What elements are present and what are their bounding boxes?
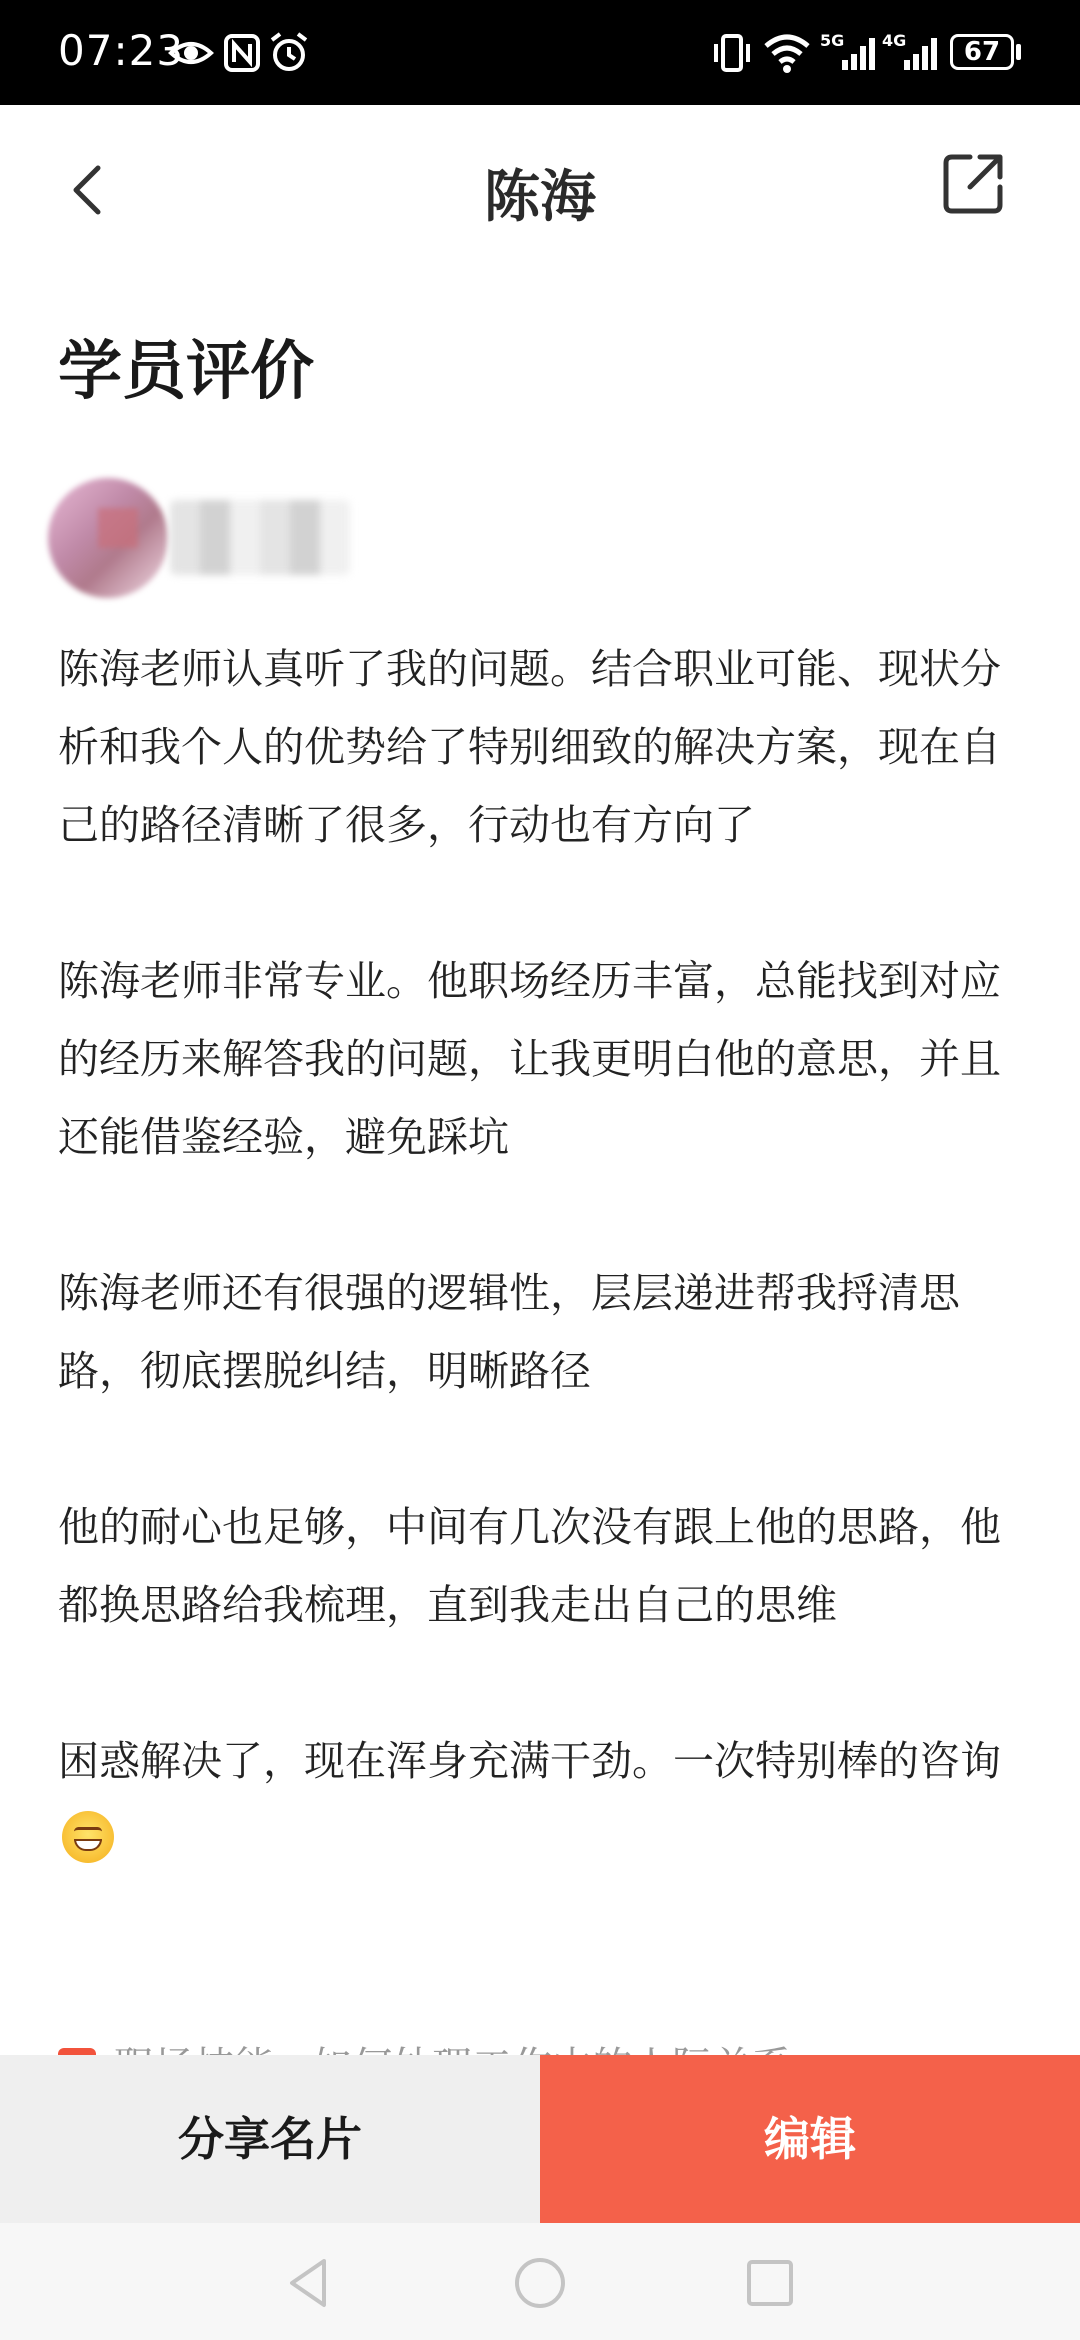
nfc-icon (222, 30, 262, 76)
status-time: 07:23 (58, 26, 185, 75)
review-paragraph-text: 困惑解决了，现在浑身充满干劲。一次特别棒的咨询 (58, 1737, 1001, 1785)
edit-button[interactable]: 编辑 (540, 2055, 1080, 2223)
review-body (58, 630, 1018, 1878)
review-paragraph: 陈海老师认真听了我的问题。结合职业可能、现状分析和我个人的优势给了特别细致的解决方案，现在自己的路径清晰了很多，行动也有方向了 (58, 645, 1001, 849)
signal-5g-icon (820, 30, 876, 76)
vibrate-icon (710, 30, 754, 76)
bottom-action-bar (0, 2055, 1080, 2223)
share-card-button[interactable]: 分享名片 (0, 2055, 540, 2223)
system-home-icon[interactable] (510, 2253, 570, 2313)
review-paragraph: 陈海老师非常专业。他职场经历丰富，总能找到对应的经历来解答我的问题，让我更明白他的意思，并且还能借鉴经验，避免踩坑 (58, 957, 1001, 1161)
share-external-icon[interactable] (938, 149, 1008, 219)
alarm-icon (268, 30, 310, 76)
system-nav-bar (0, 2223, 1080, 2340)
eye-icon (168, 30, 214, 76)
wifi-icon (762, 30, 812, 76)
status-bar (0, 0, 1080, 105)
svg-text:4G: 4G (882, 31, 907, 50)
avatar[interactable] (48, 478, 168, 598)
review-paragraph: 陈海老师还有很强的逻辑性，层层递进帮我捋清思路，彻底摆脱纠结，明晰路径 (58, 1269, 960, 1395)
review-paragraph: 他的耐心也足够，中间有几次没有跟上他的思路，他都换思路给我梳理，直到我走出自己的思维 (58, 1503, 1001, 1629)
nav-bar (0, 105, 1080, 275)
section-title: 学员评价 (58, 335, 314, 409)
system-recents-icon[interactable] (740, 2253, 800, 2313)
signal-4g-icon (882, 30, 940, 76)
battery-icon: 67 (950, 34, 1014, 70)
reviewer-name-blurred (170, 500, 350, 575)
grin-emoji-icon (62, 1811, 114, 1863)
battery-tip (1016, 44, 1021, 60)
review-paragraph-last (58, 1722, 1018, 1878)
page-title: 陈海 (484, 165, 596, 230)
svg-text:5G: 5G (820, 31, 845, 50)
system-back-icon[interactable] (280, 2253, 340, 2313)
